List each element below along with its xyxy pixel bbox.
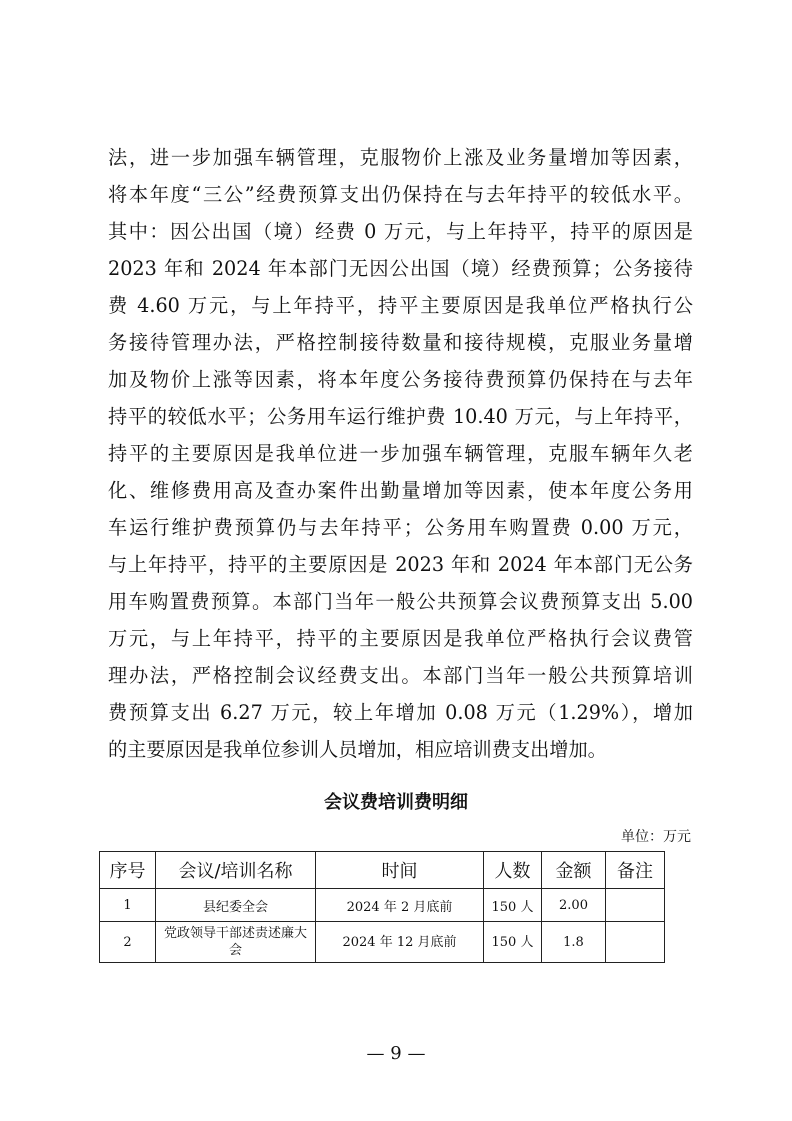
- paragraph-line: 务接待管理办法，严格控制接待数量和接待规模，克服业务量增: [108, 331, 693, 354]
- cell-amount: 2.00: [542, 889, 606, 922]
- paragraph-line: 与上年持平，持平的主要原因是 2023 年和 2024 年本部门无公务: [108, 553, 693, 576]
- cell-name: 县纪委全会: [156, 889, 316, 922]
- paragraph-line: 的主要原因是我单位参训人员增加，相应培训费支出增加。: [108, 738, 607, 761]
- paragraph-line: 法，进一步加强车辆管理，克服物价上涨及业务量增加等因素，: [108, 146, 693, 169]
- paragraph-line: 持平的较低水平；公务用车运行维护费 10.40 万元，与上年持平，: [108, 405, 693, 428]
- paragraph-line: 费 4.60 万元，与上年持平，持平主要原因是我单位严格执行公: [108, 294, 693, 317]
- cell-people: 150 人: [484, 922, 542, 963]
- table-row: [100, 889, 665, 922]
- paragraph-line: 用车购置费预算。本部门当年一般公共预算会议费预算支出 5.00: [108, 590, 693, 613]
- paragraph-line: 理办法，严格控制会议经费支出。本部门当年一般公共预算培训: [108, 664, 693, 687]
- paragraph-line: 其中：因公出国（境）经费 0 万元，与上年持平，持平的原因是: [108, 220, 693, 243]
- cell-note: [606, 922, 665, 963]
- page-number: — 9 —: [366, 1043, 426, 1064]
- paragraph-line: 化、维修费用高及查办案件出勤量增加等因素，使本年度公务用: [108, 479, 693, 502]
- paragraph-line: 加及物价上涨等因素，将本年度公务接待费预算仍保持在与去年: [108, 368, 693, 391]
- table-title: 会议费培训费明细: [324, 792, 468, 813]
- cell-time: 2024 年 12 月底前: [316, 922, 484, 963]
- header-amount: 金额: [542, 852, 606, 889]
- table-row: [100, 922, 665, 963]
- table-header-row: [100, 852, 665, 889]
- unit-label: 单位：万元: [621, 829, 691, 845]
- cell-no: 1: [100, 889, 156, 922]
- paragraph-line: 2023 年和 2024 年本部门无因公出国（境）经费预算；公务接待: [108, 257, 693, 280]
- cell-time: 2024 年 2 月底前: [316, 889, 484, 922]
- cell-no: 2: [100, 922, 156, 963]
- paragraph-line: 持平的主要原因是我单位进一步加强车辆管理，克服车辆年久老: [108, 442, 693, 465]
- cell-people: 150 人: [484, 889, 542, 922]
- header-name: 会议/培训名称: [156, 852, 316, 889]
- header-note: 备注: [606, 852, 665, 889]
- paragraph-line: 将本年度“三公”经费预算支出仍保持在与去年持平的较低水平。: [108, 183, 693, 206]
- cell-amount: 1.8: [542, 922, 606, 963]
- header-time: 时间: [316, 852, 484, 889]
- paragraph-line: 车运行维护费预算仍与去年持平；公务用车购置费 0.00 万元，: [108, 516, 693, 539]
- paragraph-line: 万元，与上年持平，持平的主要原因是我单位严格执行会议费管: [108, 627, 693, 650]
- header-no: 序号: [100, 852, 156, 889]
- meeting-training-table: [99, 851, 665, 963]
- cell-note: [606, 889, 665, 922]
- paragraph-line: 费预算支出 6.27 万元，较上年增加 0.08 万元（1.29%），增加: [108, 701, 693, 724]
- cell-name: 党政领导干部述责述廉大会: [156, 922, 316, 963]
- header-people: 人数: [484, 852, 542, 889]
